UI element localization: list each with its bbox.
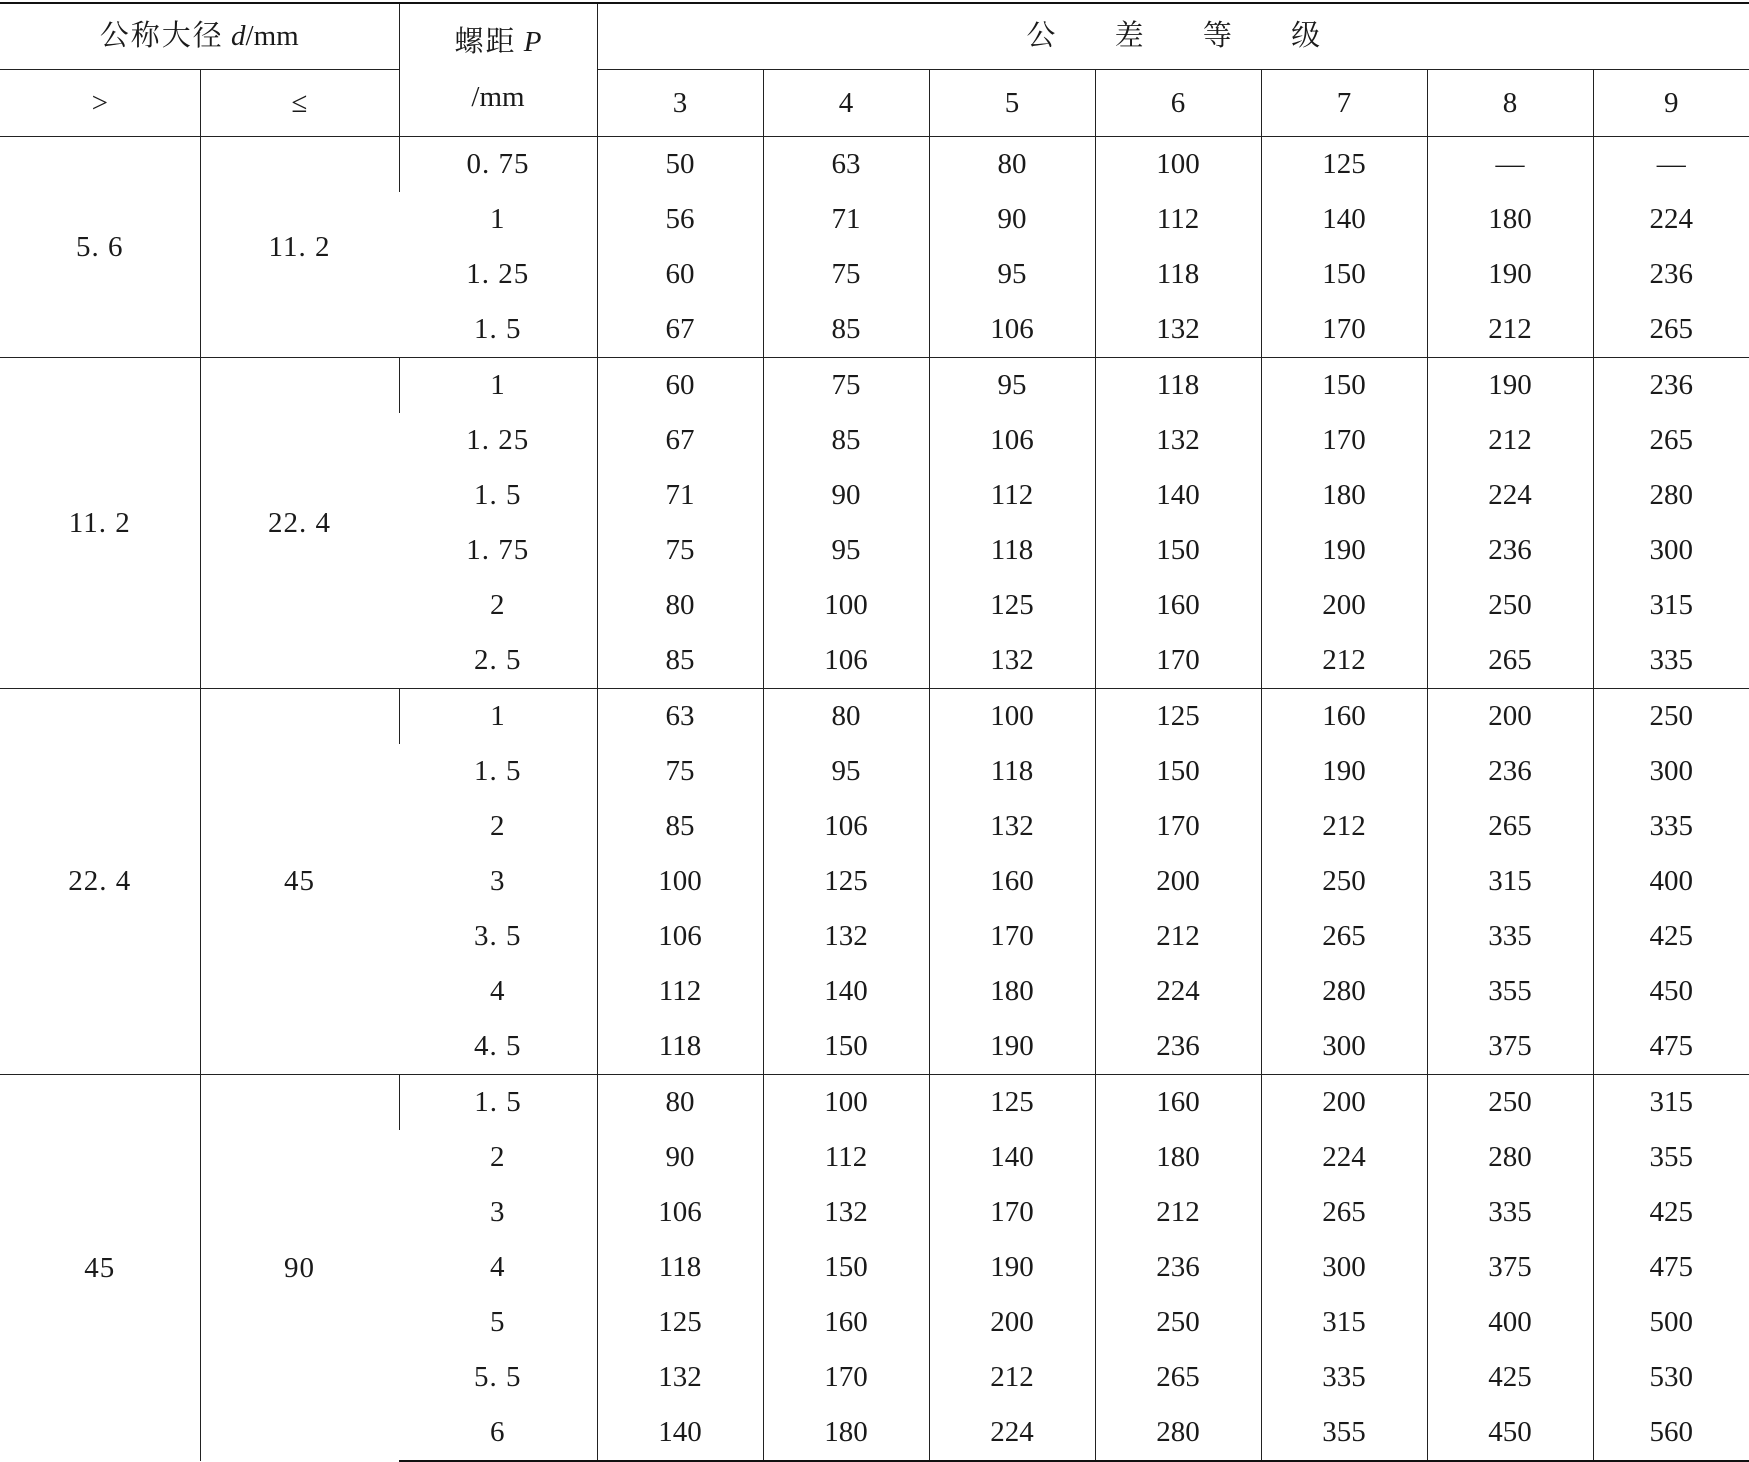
tolerance-value-cell: 212	[1261, 799, 1427, 854]
tolerance-value-cell: 80	[763, 689, 929, 745]
tolerance-value-cell: 236	[1593, 247, 1749, 302]
pitch-cell: 2	[490, 1141, 506, 1173]
diameter-upto-cell: 22. 4	[200, 358, 399, 689]
diameter-over-cell: 22. 4	[0, 689, 200, 1075]
tolerance-value-cell: 170	[929, 909, 1095, 964]
tolerance-value-cell: 118	[929, 523, 1095, 578]
nominal-diameter-label: 公称大径	[99, 20, 224, 52]
tolerance-value-cell: 75	[763, 358, 929, 414]
tolerance-value-cell: 160	[763, 1295, 929, 1350]
diameter-over-cell: 45	[0, 1075, 200, 1462]
pitch-cell: 1. 75	[466, 534, 530, 566]
tolerance-value-cell: 375	[1427, 1019, 1593, 1075]
tolerance-value-cell: 106	[597, 1185, 763, 1240]
tolerance-value-cell: 85	[597, 633, 763, 689]
tolerance-value-cell: 75	[763, 247, 929, 302]
tolerance-value-cell: 265	[1427, 799, 1593, 854]
tolerance-value-cell: 95	[929, 247, 1095, 302]
tolerance-grade-label: 公 差 等 级	[1026, 20, 1347, 52]
tolerance-value-cell: 280	[1095, 1405, 1261, 1461]
pitch-cell: 1	[490, 203, 506, 235]
nominal-diameter-header	[0, 3, 399, 70]
tolerance-value-cell: 475	[1593, 1240, 1749, 1295]
tolerance-value-cell: 355	[1593, 1130, 1749, 1185]
tolerance-value-cell: 118	[597, 1019, 763, 1075]
tolerance-value-cell: 118	[1095, 247, 1261, 302]
tolerance-value-cell: 224	[1095, 964, 1261, 1019]
tolerance-value-cell: 100	[1095, 137, 1261, 193]
pitch-symbol: P	[523, 26, 542, 58]
tolerance-value-cell: 315	[1427, 854, 1593, 909]
tolerance-value-cell: 56	[597, 192, 763, 247]
pitch-unit: /mm	[471, 81, 525, 113]
table-row	[0, 689, 1749, 745]
tolerance-value-cell: 425	[1593, 1185, 1749, 1240]
tolerance-value-cell: 75	[597, 744, 763, 799]
pitch-cell: 1. 25	[466, 424, 530, 456]
tolerance-value-cell: 118	[597, 1240, 763, 1295]
tolerance-value-cell: 150	[763, 1240, 929, 1295]
tolerance-value-cell: 190	[1427, 247, 1593, 302]
diameter-over-cell: 5. 6	[0, 137, 200, 358]
tolerance-value-cell: 160	[929, 854, 1095, 909]
diameter-upto-cell: 11. 2	[200, 137, 399, 358]
tolerance-value-cell: —	[1593, 137, 1749, 193]
tolerance-value-cell: 425	[1427, 1350, 1593, 1405]
tolerance-value-cell: 335	[1427, 1185, 1593, 1240]
tolerance-value-cell: 112	[929, 468, 1095, 523]
tolerance-value-cell: 355	[1427, 964, 1593, 1019]
tolerance-value-cell: 450	[1427, 1405, 1593, 1461]
tolerance-value-cell: 112	[597, 964, 763, 1019]
tolerance-value-cell: 60	[597, 247, 763, 302]
header-row-2	[0, 70, 1749, 137]
tolerance-value-cell: 560	[1593, 1405, 1749, 1461]
tolerance-value-cell: 200	[1095, 854, 1261, 909]
pitch-cell: 3	[490, 1196, 506, 1228]
tolerance-value-cell: 132	[929, 799, 1095, 854]
tolerance-value-cell: 212	[1261, 633, 1427, 689]
tolerance-value-cell: 125	[763, 854, 929, 909]
pitch-cell: 3. 5	[474, 920, 522, 952]
tolerance-value-cell: 250	[1427, 578, 1593, 633]
grade-header-4: 4	[763, 70, 929, 137]
tolerance-value-cell: 180	[1427, 192, 1593, 247]
tolerance-value-cell: 170	[1261, 413, 1427, 468]
tolerance-value-cell: 90	[763, 468, 929, 523]
pitch-cell: 4	[490, 1251, 506, 1283]
tolerance-value-cell: 236	[1095, 1019, 1261, 1075]
pitch-cell: 2	[490, 810, 506, 842]
tolerance-grade-header	[597, 3, 1749, 70]
tolerance-value-cell: 132	[763, 1185, 929, 1240]
tolerance-value-cell: 212	[1095, 909, 1261, 964]
pitch-cell: 1. 5	[399, 1075, 597, 1131]
tolerance-value-cell: 400	[1427, 1295, 1593, 1350]
tolerance-value-cell: 335	[1261, 1350, 1427, 1405]
grade-header-6: 6	[1095, 70, 1261, 137]
pitch-cell: 3	[490, 865, 506, 897]
tolerance-value-cell: 355	[1261, 1405, 1427, 1461]
tolerance-value-cell: 150	[1261, 247, 1427, 302]
tolerance-value-cell: 170	[929, 1185, 1095, 1240]
tolerance-value-cell: 67	[597, 413, 763, 468]
tolerance-value-cell: 425	[1593, 909, 1749, 964]
tolerance-value-cell: 95	[929, 358, 1095, 414]
tolerance-value-cell: 100	[763, 578, 929, 633]
tolerance-value-cell: 63	[763, 137, 929, 193]
grade-header-9: 9	[1593, 70, 1749, 137]
pitch-cell: 2. 5	[474, 644, 522, 676]
table-body	[0, 137, 1749, 1462]
tolerance-value-cell: 132	[1095, 413, 1261, 468]
tolerance-value-cell: 500	[1593, 1295, 1749, 1350]
tolerance-value-cell: 335	[1593, 799, 1749, 854]
tolerance-value-cell: 100	[763, 1075, 929, 1131]
tolerance-value-cell: 280	[1593, 468, 1749, 523]
tolerance-value-cell: 80	[929, 137, 1095, 193]
tolerance-value-cell: 125	[929, 578, 1095, 633]
tolerance-value-cell: 224	[1593, 192, 1749, 247]
tolerance-value-cell: 265	[1593, 413, 1749, 468]
tolerance-value-cell: 265	[1261, 909, 1427, 964]
tolerance-value-cell: 160	[1095, 578, 1261, 633]
tolerance-value-cell: 180	[763, 1405, 929, 1461]
grade-header-3: 3	[597, 70, 763, 137]
tolerance-value-cell: 250	[1593, 689, 1749, 745]
pitch-cell: 2	[490, 589, 506, 621]
diameter-upto-cell: 90	[200, 1075, 399, 1462]
tolerance-value-cell: 400	[1593, 854, 1749, 909]
tolerance-value-cell: 140	[929, 1130, 1095, 1185]
tolerance-value-cell: 236	[1427, 523, 1593, 578]
tolerance-value-cell: 140	[597, 1405, 763, 1461]
tolerance-value-cell: 106	[763, 799, 929, 854]
tolerance-value-cell: 112	[1095, 192, 1261, 247]
tolerance-value-cell: 140	[1095, 468, 1261, 523]
tolerance-value-cell: 132	[929, 633, 1095, 689]
tolerance-value-cell: 170	[763, 1350, 929, 1405]
tolerance-value-cell: 125	[597, 1295, 763, 1350]
tolerance-value-cell: 132	[763, 909, 929, 964]
tolerance-value-cell: 132	[597, 1350, 763, 1405]
tolerance-value-cell: 224	[929, 1405, 1095, 1461]
grade-header-8: 8	[1427, 70, 1593, 137]
table-row	[0, 137, 1749, 193]
tolerance-value-cell: 140	[763, 964, 929, 1019]
tolerance-value-cell: 160	[1261, 689, 1427, 745]
tolerance-value-cell: 190	[929, 1019, 1095, 1075]
tolerance-value-cell: 112	[763, 1130, 929, 1185]
tolerance-value-cell: 63	[597, 689, 763, 745]
tolerance-value-cell: —	[1427, 137, 1593, 193]
tolerance-value-cell: 212	[1095, 1185, 1261, 1240]
tolerance-value-cell: 300	[1593, 523, 1749, 578]
pitch-cell: 4. 5	[474, 1030, 522, 1062]
tolerance-value-cell: 300	[1261, 1240, 1427, 1295]
tolerance-value-cell: 236	[1095, 1240, 1261, 1295]
nominal-diameter-unit: /mm	[245, 20, 299, 52]
pitch-cell: 1	[399, 358, 597, 414]
pitch-cell: 5. 5	[474, 1361, 522, 1393]
tolerance-value-cell: 170	[1095, 799, 1261, 854]
tolerance-value-cell: 190	[1427, 358, 1593, 414]
tolerance-value-cell: 80	[597, 578, 763, 633]
tolerance-value-cell: 250	[1427, 1075, 1593, 1131]
tolerance-value-cell: 450	[1593, 964, 1749, 1019]
tolerance-value-cell: 190	[1261, 523, 1427, 578]
tolerance-value-cell: 265	[1095, 1350, 1261, 1405]
tolerance-value-cell: 118	[1095, 358, 1261, 414]
tolerance-value-cell: 200	[929, 1295, 1095, 1350]
tolerance-value-cell: 50	[597, 137, 763, 193]
pitch-label: 螺距	[454, 26, 517, 58]
header-row-1	[0, 3, 1749, 70]
tolerance-value-cell: 60	[597, 358, 763, 414]
tolerance-value-cell: 530	[1593, 1350, 1749, 1405]
tolerance-value-cell: 236	[1427, 744, 1593, 799]
tolerance-value-cell: 475	[1593, 1019, 1749, 1075]
tolerance-value-cell: 80	[597, 1075, 763, 1131]
tolerance-value-cell: 150	[763, 1019, 929, 1075]
tolerance-value-cell: 67	[597, 302, 763, 358]
tolerance-value-cell: 100	[597, 854, 763, 909]
tolerance-value-cell: 90	[597, 1130, 763, 1185]
tolerance-value-cell: 150	[1095, 744, 1261, 799]
tolerance-value-cell: 190	[929, 1240, 1095, 1295]
grade-header-5: 5	[929, 70, 1095, 137]
tolerance-value-cell: 212	[1427, 413, 1593, 468]
tolerance-value-cell: 212	[1427, 302, 1593, 358]
grade-header-7: 7	[1261, 70, 1427, 137]
tolerance-value-cell: 224	[1261, 1130, 1427, 1185]
less-or-equal-header: ≤	[200, 70, 399, 137]
pitch-cell: 1. 5	[474, 313, 522, 345]
tolerance-value-cell: 280	[1427, 1130, 1593, 1185]
tolerance-value-cell: 140	[1261, 192, 1427, 247]
tolerance-value-cell: 224	[1427, 468, 1593, 523]
diameter-over-cell: 11. 2	[0, 358, 200, 689]
tolerance-value-cell: 90	[929, 192, 1095, 247]
tolerance-value-cell: 71	[763, 192, 929, 247]
tolerance-value-cell: 71	[597, 468, 763, 523]
tolerance-value-cell: 335	[1427, 909, 1593, 964]
tolerance-value-cell: 170	[1261, 302, 1427, 358]
greater-than-header: >	[0, 70, 200, 137]
tolerance-value-cell: 150	[1261, 358, 1427, 414]
tolerance-value-cell: 300	[1593, 744, 1749, 799]
tolerance-value-cell: 170	[1095, 633, 1261, 689]
tolerance-value-cell: 95	[763, 523, 929, 578]
tolerance-value-cell: 265	[1261, 1185, 1427, 1240]
tolerance-value-cell: 180	[1095, 1130, 1261, 1185]
tolerance-value-cell: 280	[1261, 964, 1427, 1019]
tolerance-value-cell: 106	[929, 413, 1095, 468]
pitch-header	[399, 3, 597, 137]
tolerance-value-cell: 125	[1095, 689, 1261, 745]
tolerance-value-cell: 200	[1261, 1075, 1427, 1131]
table-row	[0, 358, 1749, 414]
tolerance-value-cell: 95	[763, 744, 929, 799]
tolerance-value-cell: 315	[1593, 1075, 1749, 1131]
tolerance-value-cell: 200	[1261, 578, 1427, 633]
tolerance-value-cell: 315	[1261, 1295, 1427, 1350]
table-header	[0, 3, 1749, 137]
tolerance-value-cell: 250	[1095, 1295, 1261, 1350]
pitch-cell: 6	[399, 1405, 597, 1461]
tolerance-value-cell: 125	[929, 1075, 1095, 1131]
tolerance-value-cell: 315	[1593, 578, 1749, 633]
tolerance-value-cell: 200	[1427, 689, 1593, 745]
pitch-cell: 0. 75	[399, 137, 597, 193]
tolerance-value-cell: 190	[1261, 744, 1427, 799]
tolerance-value-cell: 212	[929, 1350, 1095, 1405]
pitch-cell: 5	[490, 1306, 506, 1338]
tolerance-value-cell: 180	[929, 964, 1095, 1019]
tolerance-value-cell: 85	[763, 302, 929, 358]
tolerance-value-cell: 150	[1095, 523, 1261, 578]
tolerance-value-cell: 100	[929, 689, 1095, 745]
pitch-cell: 1	[399, 689, 597, 745]
tolerance-value-cell: 375	[1427, 1240, 1593, 1295]
tolerance-value-cell: 118	[929, 744, 1095, 799]
tolerance-value-cell: 75	[597, 523, 763, 578]
tolerance-value-cell: 106	[763, 633, 929, 689]
tolerance-value-cell: 125	[1261, 137, 1427, 193]
tolerance-table	[0, 2, 1749, 1462]
tolerance-value-cell: 265	[1593, 302, 1749, 358]
tolerance-value-cell: 180	[1261, 468, 1427, 523]
tolerance-value-cell: 250	[1261, 854, 1427, 909]
pitch-cell: 1. 5	[474, 755, 522, 787]
tolerance-value-cell: 106	[929, 302, 1095, 358]
tolerance-value-cell: 85	[763, 413, 929, 468]
tolerance-value-cell: 265	[1427, 633, 1593, 689]
tolerance-value-cell: 132	[1095, 302, 1261, 358]
tolerance-value-cell: 85	[597, 799, 763, 854]
tolerance-value-cell: 300	[1261, 1019, 1427, 1075]
pitch-cell: 1. 5	[474, 479, 522, 511]
tolerance-value-cell: 106	[597, 909, 763, 964]
nominal-diameter-symbol: d	[231, 20, 246, 52]
pitch-cell: 4	[490, 975, 506, 1007]
tolerance-value-cell: 335	[1593, 633, 1749, 689]
table-row	[0, 1075, 1749, 1131]
tolerance-value-cell: 236	[1593, 358, 1749, 414]
tolerance-value-cell: 160	[1095, 1075, 1261, 1131]
diameter-upto-cell: 45	[200, 689, 399, 1075]
pitch-cell: 1. 25	[466, 258, 530, 290]
